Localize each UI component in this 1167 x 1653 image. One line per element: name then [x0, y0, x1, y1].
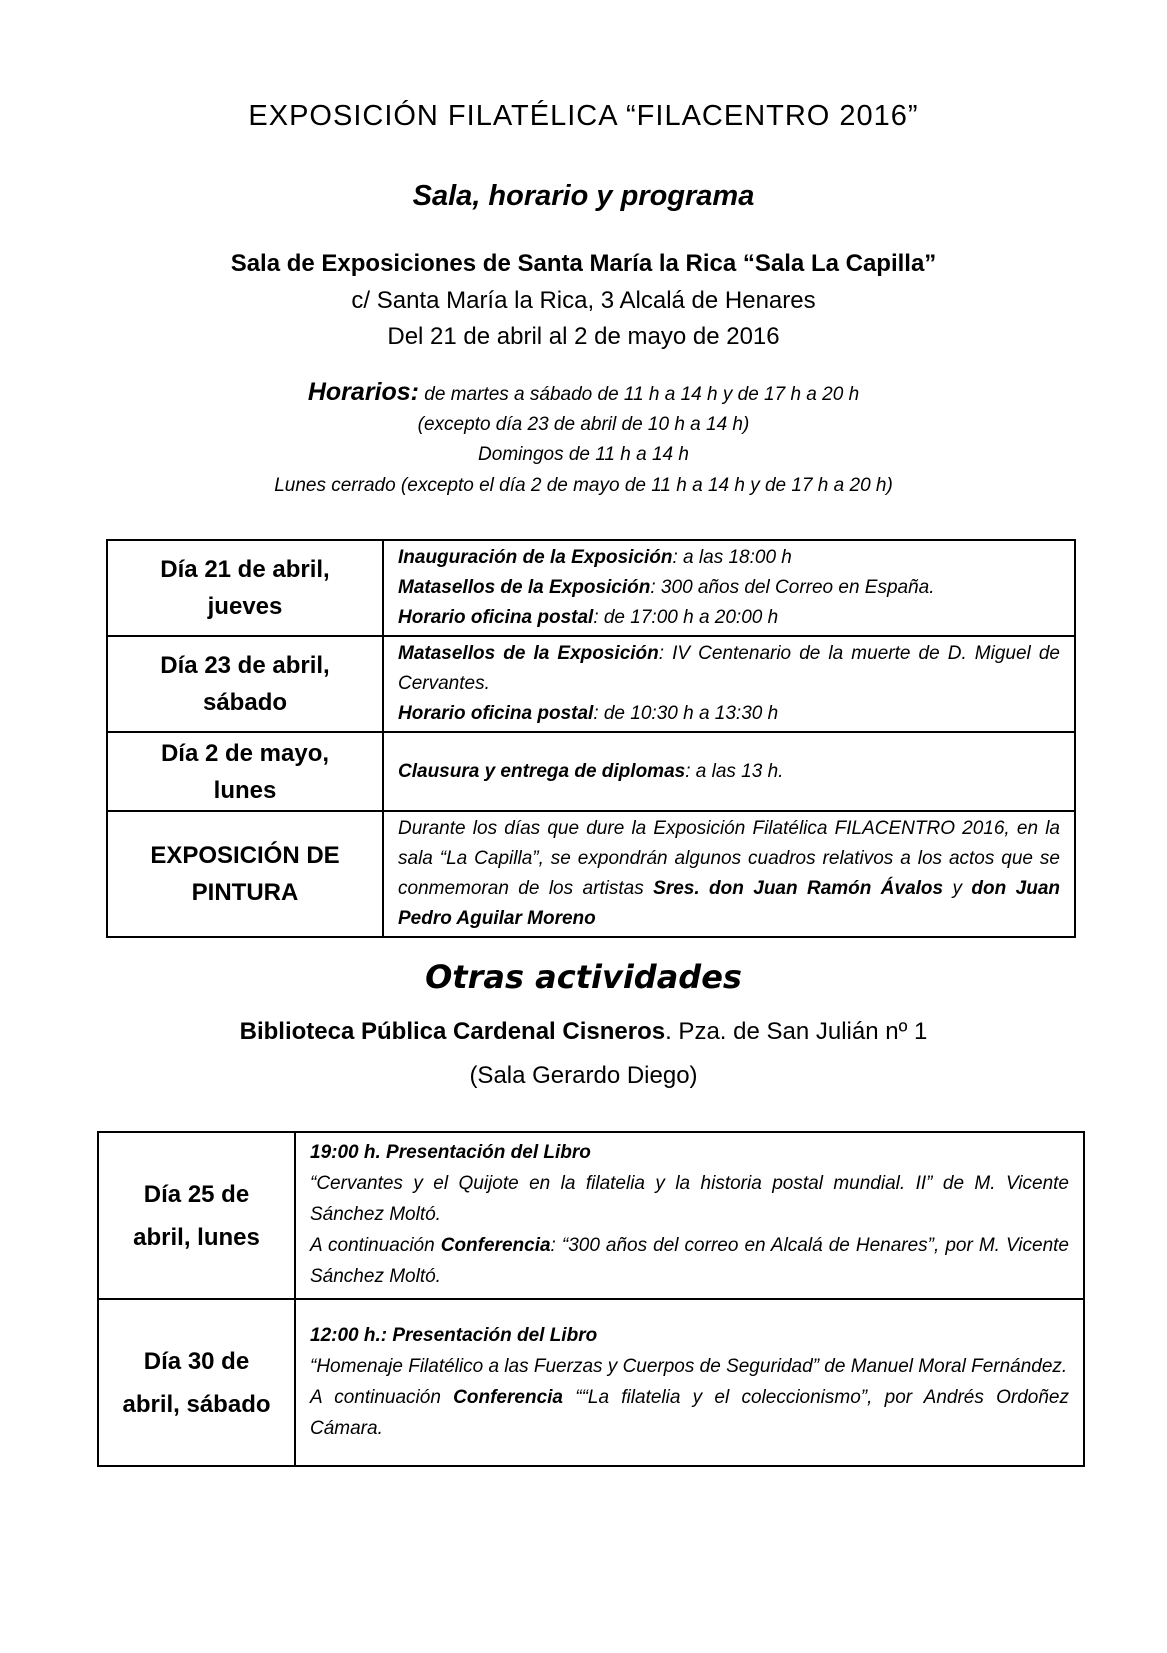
activity-description: 19:00 h. Presentación del Libro “Cervantes y el Quijote en la filatelia y la historia postal mundial. II” de M. Vicente Sánchez Moltó. A continuación Conferencia: “300 años del correo en Alcalá de Henares”, por M. Vicente Sánchez Moltó. — [295, 1132, 1084, 1299]
hours-line-4: Lunes cerrado (excepto el día 2 de mayo de 11 h a 14 h y de 17 h a 20 h) — [274, 475, 893, 496]
library-room: (Sala Gerardo Diego) — [469, 1062, 698, 1089]
activity-day: Día 25 de abril, lunes — [98, 1132, 295, 1299]
activity-row — [98, 1299, 1084, 1466]
library-line — [0, 1018, 1167, 1046]
hours-weekdays: de martes a sábado de 11 h a 14 h y de 17 h a 20 h — [419, 384, 860, 405]
activity-day: Día 30 de abril, sábado — [98, 1299, 295, 1466]
program-day: EXPOSICIÓN DE PINTURA — [107, 811, 383, 937]
program-description: Durante los días que dure la Exposición Filatélica FILACENTRO 2016, en la sala “La Capilla”, se expondrán algunos cuadros relativos a los actos que se conmemoran de los artistas Sres. don Juan Ramón Ávalos y don Juan Pedro Aguilar Moreno — [383, 811, 1075, 937]
venue-dates: Del 21 de abril al 2 de mayo de 2016 — [387, 323, 780, 350]
library-address: . Pza. de San Julián nº 1 — [665, 1018, 928, 1045]
hours-line-1 — [0, 378, 1167, 407]
program-description: Matasellos de la Exposición: IV Centenario de la muerte de D. Miguel de Cervantes. Horario oficina postal: de 10:30 h a 13:30 h — [383, 636, 1075, 732]
program-row — [107, 732, 1075, 811]
program-day: Día 21 de abril, jueves — [107, 540, 383, 636]
program-day: Día 2 de mayo, lunes — [107, 732, 383, 811]
program-description: Inauguración de la Exposición: a las 18:00 h Matasellos de la Exposición: 300 años del Correo en España. Horario oficina postal: de 17:00 h a 20:00 h — [383, 540, 1075, 636]
hours-label: Horarios: — [307, 378, 419, 406]
document-subtitle: Sala, horario y programa — [412, 180, 755, 212]
hours-line-3: Domingos de 11 h a 14 h — [478, 444, 689, 465]
activity-description: 12:00 h.: Presentación del Libro “Homenaje Filatélico a las Fuerzas y Cuerpos de Seguridad” de Manuel Moral Fernández. A continuación Conferencia ““La filatelia y el coleccionismo”, por Andrés Ordoñez Cámara. — [295, 1299, 1084, 1466]
program-row — [107, 811, 1075, 937]
document-title: EXPOSICIÓN FILATÉLICA “FILACENTRO 2016” — [248, 100, 919, 132]
venue-name: Sala de Exposiciones de Santa María la Rica “Sala La Capilla” — [230, 250, 937, 277]
program-table — [106, 539, 1076, 938]
program-row — [107, 540, 1075, 636]
program-row — [107, 636, 1075, 732]
hours-line-2: (excepto día 23 de abril de 10 h a 14 h) — [417, 414, 750, 435]
activity-row — [98, 1132, 1084, 1299]
venue-address: c/ Santa María la Rica, 3 Alcalá de Henares — [351, 287, 816, 314]
library-name: Biblioteca Pública Cardenal Cisneros — [239, 1018, 666, 1045]
program-description: Clausura y entrega de diplomas: a las 13 h. — [383, 732, 1075, 811]
other-activities-heading: Otras actividades — [425, 958, 742, 996]
activities-table — [97, 1131, 1085, 1467]
program-day: Día 23 de abril, sábado — [107, 636, 383, 732]
